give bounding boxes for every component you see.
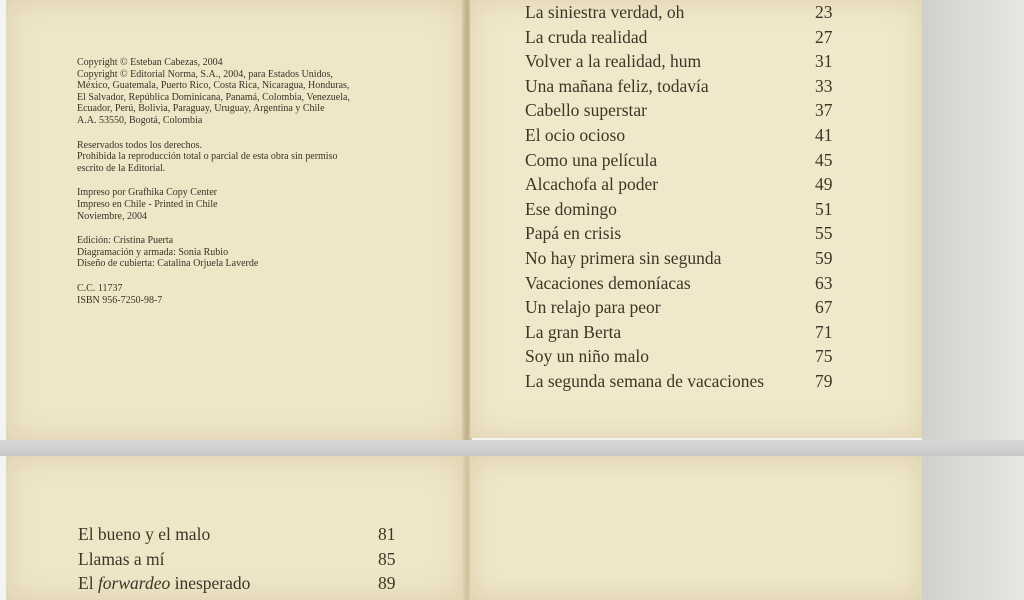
credits-line: Edición: Cristina Puerta (77, 235, 174, 247)
copyright-block (77, 57, 417, 127)
toc-entry (525, 295, 845, 320)
toc-page-number: 33 (815, 75, 833, 96)
toc-page-number: 51 (815, 198, 833, 219)
copyright-line: Ecuador, Perú, Bolivia, Paraguay, Uruguay, Argentina y Chile (77, 103, 325, 115)
scanner-edge-shadow (922, 0, 1024, 600)
toc-entry (78, 547, 408, 572)
toc-title: Una mañana feliz, todavía (525, 75, 709, 96)
toc-title: El ocio ocioso (525, 124, 626, 145)
toc-entry (525, 369, 845, 394)
printing-line: Impreso por Grafhika Copy Center (77, 187, 217, 199)
copyright-line: Copyright © Editorial Norma, S.A., 2004, para Estados Unidos, (77, 68, 333, 80)
toc-title: El bueno y el malo (78, 524, 211, 544)
toc-title: Volver a la realidad, hum (525, 51, 702, 72)
toc-entry (525, 320, 845, 345)
rights-block (77, 140, 417, 175)
rights-line: Reservados todos los derechos. (77, 139, 202, 151)
toc-page-number: 63 (815, 272, 833, 293)
copyright-line: A.A. 53550, Bogotá, Colombia (77, 114, 203, 126)
credits-line: Diagramación y armada: Sonia Rubio (77, 246, 229, 258)
toc-page-number: 55 (815, 223, 833, 244)
copyright-line: México, Guatemala, Puerto Rico, Costa Rica, Nicaragua, Honduras, (77, 80, 350, 92)
toc-entry (525, 25, 845, 50)
toc-page-number: 27 (815, 26, 833, 47)
toc-title: La segunda semana de vacaciones (525, 370, 765, 391)
toc-entry (525, 197, 845, 222)
blank-page (470, 456, 922, 600)
toc-page-number: 41 (815, 124, 833, 145)
toc-entry (525, 148, 845, 173)
toc-title: Vacaciones demoníacas (525, 272, 691, 293)
table-of-contents-continued (78, 522, 408, 596)
toc-title: La gran Berta (525, 321, 622, 342)
toc-entry (525, 172, 845, 197)
toc-title: Como una película (525, 149, 658, 170)
cc-number: C.C. 11737 (77, 282, 123, 294)
rights-line: Prohibida la reproducción total o parcial de esta obra sin permiso (77, 151, 338, 163)
toc-title: Alcachofa al poder (525, 174, 659, 195)
toc-entry (525, 98, 845, 123)
toc-title: La cruda realidad (525, 26, 648, 47)
toc-title: Llamas a mí (78, 548, 165, 569)
toc-page-number: 37 (815, 100, 833, 121)
toc-page-number: 89 (378, 573, 396, 594)
toc-entry (525, 246, 845, 271)
scan-separator (0, 440, 1024, 456)
copyright-line: El Salvador, República Dominicana, Panamá, Colombia, Venezuela, (77, 91, 350, 103)
toc-entry (525, 0, 845, 25)
toc-page-number: 45 (815, 149, 833, 170)
credits-block (77, 235, 417, 270)
toc-title: Papá en crisis (525, 223, 622, 244)
toc-page-number: 81 (378, 524, 396, 544)
credits-line: Diseño de cubierta: Catalina Orjuela Laverde (77, 258, 259, 270)
isbn-block (77, 283, 417, 306)
toc-title: Soy un niño malo (525, 346, 649, 367)
toc-entry (525, 123, 845, 148)
toc-page-number: 79 (815, 370, 833, 391)
toc-entry (525, 221, 845, 246)
toc-page-number: 59 (815, 247, 833, 268)
toc-entry (78, 571, 408, 596)
toc-title-prefix: El (78, 573, 98, 594)
toc-entry (525, 344, 845, 369)
toc-title: Un relajo para peor (525, 297, 661, 318)
toc-page-number: 71 (815, 321, 833, 342)
toc-title (78, 571, 250, 596)
toc-page-number: 85 (378, 548, 396, 569)
printing-block (77, 187, 417, 222)
copyright-text (77, 57, 417, 319)
toc-title-italic: forwardeo (97, 573, 171, 594)
printing-line: Impreso en Chile - Printed in Chile (77, 198, 218, 210)
toc-entry (78, 522, 408, 547)
toc-page-number: 49 (815, 174, 833, 195)
toc-title: La siniestra verdad, oh (525, 2, 685, 22)
toc-title-suffix: inesperado (170, 573, 251, 594)
toc-title: No hay primera sin segunda (525, 247, 722, 268)
toc-entry (525, 49, 845, 74)
table-of-contents (525, 0, 845, 394)
toc-title: Ese domingo (525, 198, 617, 219)
copyright-line: Copyright © Esteban Cabezas, 2004 (77, 57, 223, 68)
toc-entry (525, 74, 845, 99)
toc-page-number: 67 (815, 297, 833, 318)
isbn-number: ISBN 956-7250-98-7 (77, 294, 163, 306)
toc-title: Cabello superstar (525, 100, 647, 121)
printing-line: Noviembre, 2004 (77, 210, 147, 222)
rights-line: escrito de la Editorial. (77, 162, 166, 174)
toc-entry (525, 271, 845, 296)
toc-page-number: 23 (815, 2, 833, 22)
toc-page-number: 31 (815, 51, 833, 72)
toc-page-number: 75 (815, 346, 833, 367)
